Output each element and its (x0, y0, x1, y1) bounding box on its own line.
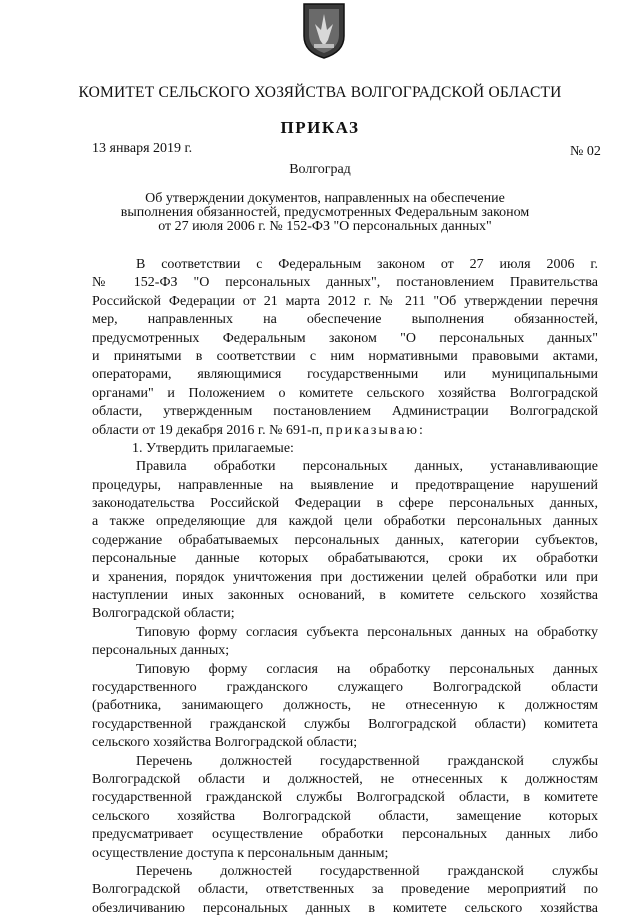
body-line: государственной гражданской службы Волгоградской области, в комитете (92, 790, 598, 806)
coat-of-arms-emblem (300, 0, 348, 60)
document-date: 13 января 2019 г. (92, 141, 193, 156)
body-line: сельского хозяйства Волгоградской области; (92, 735, 358, 751)
body-line: Волгоградской области, ответственных за проведение мероприятий по (92, 882, 598, 898)
body-line: предусмотренных Федеральным законом "О персональных данных" (92, 330, 598, 346)
title-line: Об утверждении документов, направленных на обеспечение (145, 191, 505, 206)
body-line: содержание обрабатываемых персональных данных, категории субъектов, (92, 532, 598, 548)
document-type: ПРИКАЗ (280, 118, 360, 137)
body-line: государственной гражданской службы Волгоградской области) комитета (92, 716, 598, 732)
body-line: государственного гражданского служащего Волгоградской области (92, 679, 598, 695)
body-line-text: области от 19 декабря 2016 г. № 691-п, (92, 422, 323, 438)
body-line: мер, направленных на обеспечение выполнения обязанностей, (92, 312, 598, 328)
document-title (110, 192, 540, 234)
body-line: Волгоградской области и должностей, не отнесенных к должностям (92, 771, 598, 787)
body-line: № 152-ФЗ "О персональных данных", постановлением Правительства (92, 275, 598, 291)
document-body (92, 256, 598, 918)
order-word: приказываю: (326, 422, 425, 438)
body-line: персональные данные которых обрабатываются, сроки их обработки (92, 551, 598, 567)
body-line: сельского хозяйства Волгоградской области, замещение которых (92, 808, 598, 824)
body-line (92, 422, 598, 440)
body-line: процедуры, направленные на выявление и предотвращение нарушений (92, 477, 598, 493)
title-line: выполнения обязанностей, предусмотренных Федеральным законом (120, 205, 530, 220)
body-line: осуществление доступа к персональным данным; (92, 845, 389, 861)
body-line: (работника, занимающего должность, не отнесенную к должностям (92, 698, 598, 714)
body-line: органами" и Положением о комитете сельского хозяйства Волгоградской (92, 385, 598, 401)
body-line: Перечень должностей государственной гражданской службы (136, 863, 598, 879)
document-number: № 02 (570, 144, 601, 159)
body-line: Правила обработки персональных данных, устанавливающие (136, 459, 598, 475)
organization-name: КОМИТЕТ СЕЛЬСКОГО ХОЗЯЙСТВА ВОЛГОГРАДСКОЙ ОБЛАСТИ (78, 84, 562, 101)
body-line: а также определяющие для каждой цели обработки персональных данных (92, 514, 598, 530)
body-line: и хранения, порядок уничтожения при достижении целей обработки или при (92, 569, 598, 585)
body-line: Волгоградской области; (92, 606, 235, 622)
body-line: области, утвержденным постановлением Администрации Волгоградской (92, 404, 598, 420)
document-city: Волгоград (289, 162, 351, 177)
body-line: предусматривает осуществление обработки персональных данных либо (92, 827, 598, 843)
body-line: 1. Утвердить прилагаемые: (132, 440, 294, 456)
body-line: персональных данных; (92, 643, 230, 659)
body-line: наступлении иных законных оснований, в комитете сельского хозяйства (92, 588, 598, 604)
title-line: от 27 июля 2006 г. № 152-ФЗ "О персональных данных" (158, 219, 492, 234)
body-line: операторами, являющимися государственными или муниципальными (92, 367, 598, 383)
body-line: Типовую форму согласия на обработку персональных данных (136, 661, 598, 677)
body-line: законодательства Российской Федерации в сфере персональных данных, (92, 496, 598, 512)
body-line: Перечень должностей государственной гражданской службы (136, 753, 598, 769)
body-line: и принятыми в соответствии с ним нормативными правовыми актами, (92, 348, 598, 364)
body-line: В соответствии с Федеральным законом от 27 июля 2006 г. (136, 257, 598, 272)
body-line: обезличиванию персональных данных в комитете сельского хозяйства (92, 900, 598, 916)
body-line: Типовую форму согласия субъекта персональных данных на обработку (136, 624, 598, 640)
body-line: Российской Федерации от 21 марта 2012 г. № 211 "Об утверждении перечня (92, 293, 598, 309)
